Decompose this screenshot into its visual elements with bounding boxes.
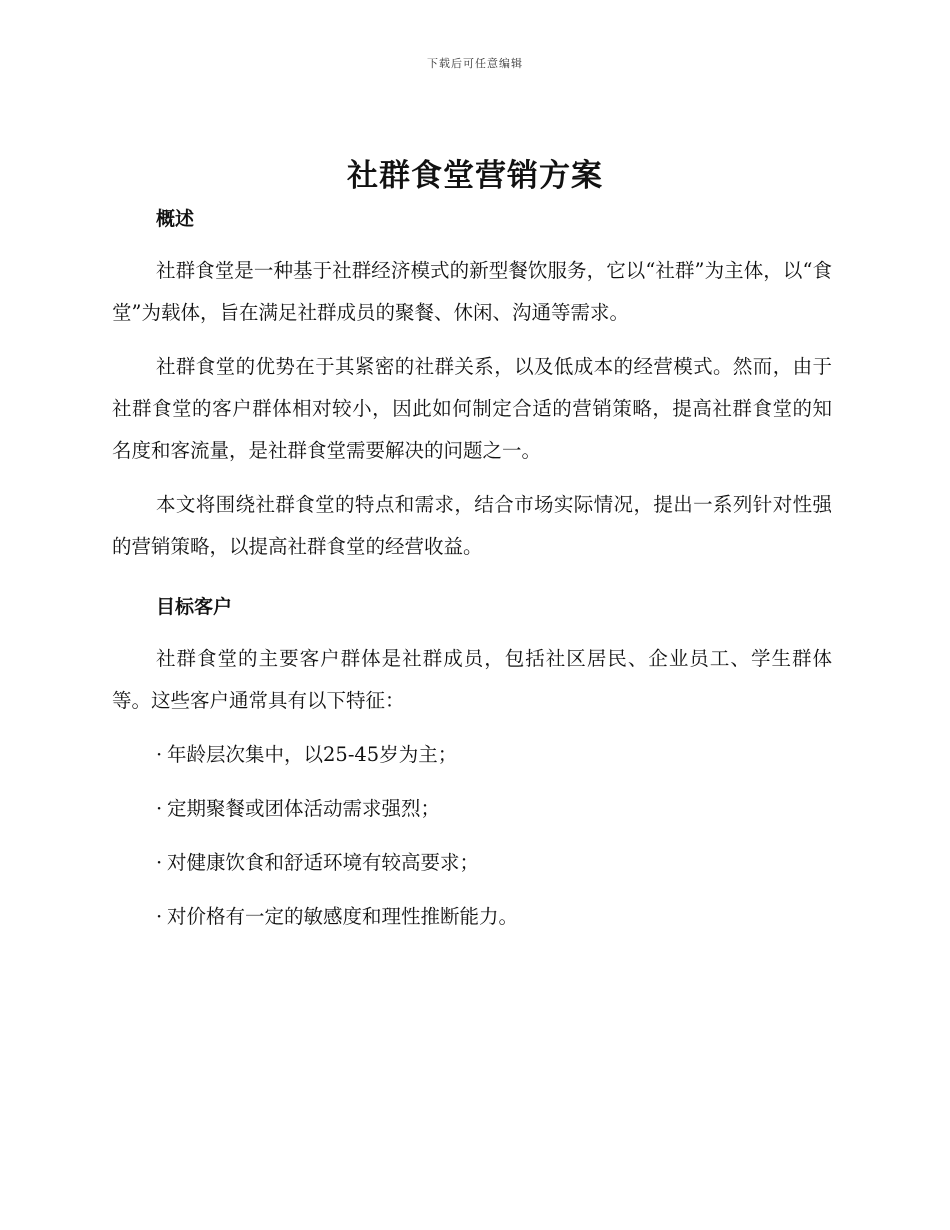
list-item-text: 年龄层次集中，以25-45岁为主；	[167, 743, 458, 766]
bullet-marker: ·	[156, 797, 163, 820]
list-item-text: 对健康饮食和舒适环境有较高要求；	[167, 851, 480, 874]
list-item-text: 对价格有一定的敏感度和理性推断能力。	[167, 905, 519, 928]
document-title: 社群食堂营销方案	[347, 158, 603, 194]
section-heading-target: 目标客户	[156, 596, 233, 618]
list-item	[156, 734, 832, 776]
header-note: 下载后可任意编辑	[427, 57, 523, 70]
list-item	[156, 896, 832, 938]
target-paragraph: 社群食堂的主要客户群体是社群成员，包括社区居民、企业员工、学生群体等。这些客户通常具有以下特征：	[112, 647, 832, 712]
bullet-marker: ·	[156, 851, 163, 874]
list-item	[156, 788, 832, 830]
overview-paragraph-3: 本文将围绕社群食堂的特点和需求，结合市场实际情况，提出一系列针对性强的营销策略，以提高社群食堂的经营收益。	[112, 493, 832, 558]
list-item	[156, 842, 832, 884]
bullet-marker: ·	[156, 905, 163, 928]
list-item-text: 定期聚餐或团体活动需求强烈；	[167, 797, 441, 820]
bullet-marker: ·	[156, 743, 163, 766]
section-heading-overview: 概述	[156, 208, 195, 230]
overview-paragraph-1: 社群食堂是一种基于社群经济模式的新型餐饮服务，它以“社群”为主体，以“食堂”为载体，旨在满足社群成员的聚餐、休闲、沟通等需求。	[112, 259, 832, 324]
overview-paragraph-2: 社群食堂的优势在于其紧密的社群关系，以及低成本的经营模式。然而，由于社群食堂的客户群体相对较小，因此如何制定合适的营销策略，提高社群食堂的知名度和客流量，是社群食堂需要解决的问题之一。	[112, 355, 832, 462]
document-body	[112, 200, 832, 950]
